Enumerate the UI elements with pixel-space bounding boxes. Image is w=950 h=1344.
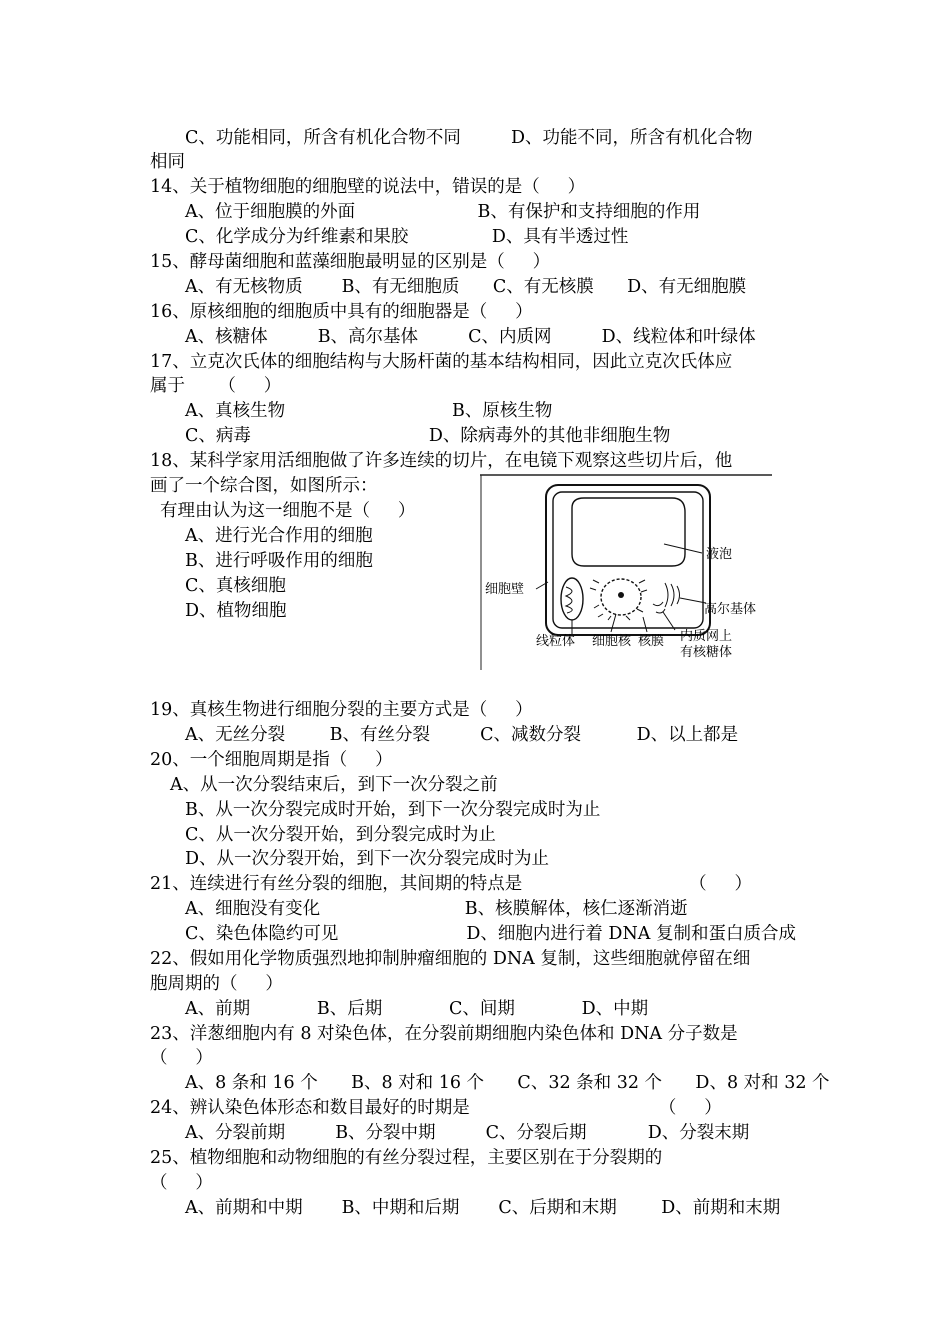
nucleolus <box>618 592 624 598</box>
q23-options: A、8 条和 16 个 B、8 对和 16 个 C、32 条和 32 个 D、8 对和 32 个 <box>185 1073 830 1093</box>
q18-question: 有理由认为这一细胞不是（ ） <box>160 501 416 521</box>
q20-stem: 20、一个细胞周期是指（ ） <box>150 750 393 770</box>
q17-options-ab: A、真核生物 B、原核生物 <box>185 401 553 421</box>
cell-wall-outer <box>546 485 710 635</box>
q24-options: A、分裂前期 B、分裂中期 C、分裂后期 D、分裂末期 <box>185 1123 750 1143</box>
q14-stem: 14、关于植物细胞的细胞壁的说法中，错误的是（ ） <box>150 177 586 197</box>
q15-stem: 15、酵母菌细胞和蓝藻细胞最明显的区别是（ ） <box>150 252 551 272</box>
q19-options: A、无丝分裂 B、有丝分裂 C、减数分裂 D、以上都是 <box>185 725 739 745</box>
q20-option-c: C、从一次分裂开始，到分裂完成时为止 <box>185 825 496 845</box>
q18-stem-continued: 画了一个综合图，如图所示： <box>150 476 378 496</box>
q23-stem-continued: （ ） <box>150 1048 213 1068</box>
q21-options-ab: A、细胞没有变化 B、核膜解体，核仁逐渐消逝 <box>185 899 688 919</box>
q16-stem: 16、原核细胞的细胞质中具有的细胞器是（ ） <box>150 302 533 322</box>
q17-stem-continued: 属于 （ ） <box>150 376 282 396</box>
label-nuclear-membrane: 核膜 <box>638 634 665 649</box>
cell-membrane <box>553 492 703 628</box>
q18-option-d: D、植物细胞 <box>185 601 287 621</box>
q19-stem: 19、真核生物进行细胞分裂的主要方式是（ ） <box>150 700 533 720</box>
q18-stem: 18、某科学家用活细胞做了许多连续的切片，在电镜下观察这些切片后，他 <box>150 451 733 471</box>
q23-stem: 23、洋葱细胞内有 8 对染色体，在分裂前期细胞内染色体和 DNA 分子数是 <box>150 1024 738 1044</box>
q13-option-d-continued: 相同 <box>150 152 185 172</box>
label-nucleus: 细胞核 <box>592 634 632 649</box>
q25-stem: 25、植物细胞和动物细胞的有丝分裂过程，主要区别在于分裂期的 <box>150 1148 663 1168</box>
label-er-line2: 有核糖体 <box>680 645 733 660</box>
q20-option-b: B、从一次分裂完成时开始，到下一次分裂完成时为止 <box>185 800 601 820</box>
q24-stem: 24、辨认染色体形态和数目最好的时期是 （ ） <box>150 1098 722 1118</box>
vacuole-outline <box>572 498 685 566</box>
q18-option-b: B、进行呼吸作用的细胞 <box>185 551 373 571</box>
label-mitochondria: 线粒体 <box>536 634 576 649</box>
plant-cell-diagram <box>480 472 772 670</box>
q20-option-a: A、从一次分裂结束后，到下一次分裂之前 <box>170 775 498 795</box>
q25-stem-continued: （ ） <box>150 1173 213 1193</box>
q21-stem: 21、连续进行有丝分裂的细胞，其间期的特点是 （ ） <box>150 874 752 894</box>
q22-stem: 22、假如用化学物质强烈地抑制肿瘤细胞的 DNA 复制，这些细胞就停留在细 <box>150 949 751 969</box>
q13-option-cd: C、功能相同，所含有机化合物不同 D、功能不同，所含有机化合物 <box>185 128 753 148</box>
q17-options-cd: C、病毒 D、除病毒外的其他非细胞生物 <box>185 426 671 446</box>
label-er-line1: 内质网上 <box>680 629 733 644</box>
q25-options: A、前期和中期 B、中期和后期 C、后期和末期 D、前期和末期 <box>185 1198 781 1218</box>
q20-option-d: D、从一次分裂开始，到下一次分裂完成时为止 <box>185 849 550 869</box>
q18-option-c: C、真核细胞 <box>185 576 286 596</box>
q17-stem: 17、立克次氏体的细胞结构与大肠杆菌的基本结构相同，因此立克次氏体应 <box>150 352 733 372</box>
label-vacuole: 液泡 <box>706 547 733 562</box>
q15-options: A、有无核物质 B、有无细胞质 C、有无核膜 D、有无细胞膜 <box>185 277 747 297</box>
mitochondrion <box>561 578 583 620</box>
q14-options-ab: A、位于细胞膜的外面 B、有保护和支持细胞的作用 <box>185 202 701 222</box>
q22-stem-continued: 胞周期的（ ） <box>150 974 283 994</box>
q22-options: A、前期 B、后期 C、间期 D、中期 <box>185 999 649 1019</box>
q14-options-cd: C、化学成分为纤维素和果胶 D、具有半透过性 <box>185 227 629 247</box>
q18-option-a: A、进行光合作用的细胞 <box>185 526 373 546</box>
label-cell-wall: 细胞壁 <box>485 582 525 597</box>
plant-cell-figure <box>480 472 772 670</box>
q21-options-cd: C、染色体隐约可见 D、细胞内进行着 DNA 复制和蛋白质合成 <box>185 924 796 944</box>
label-golgi: 高尔基体 <box>704 602 757 617</box>
q16-options: A、核糖体 B、高尔基体 C、内质网 D、线粒体和叶绿体 <box>185 327 756 347</box>
